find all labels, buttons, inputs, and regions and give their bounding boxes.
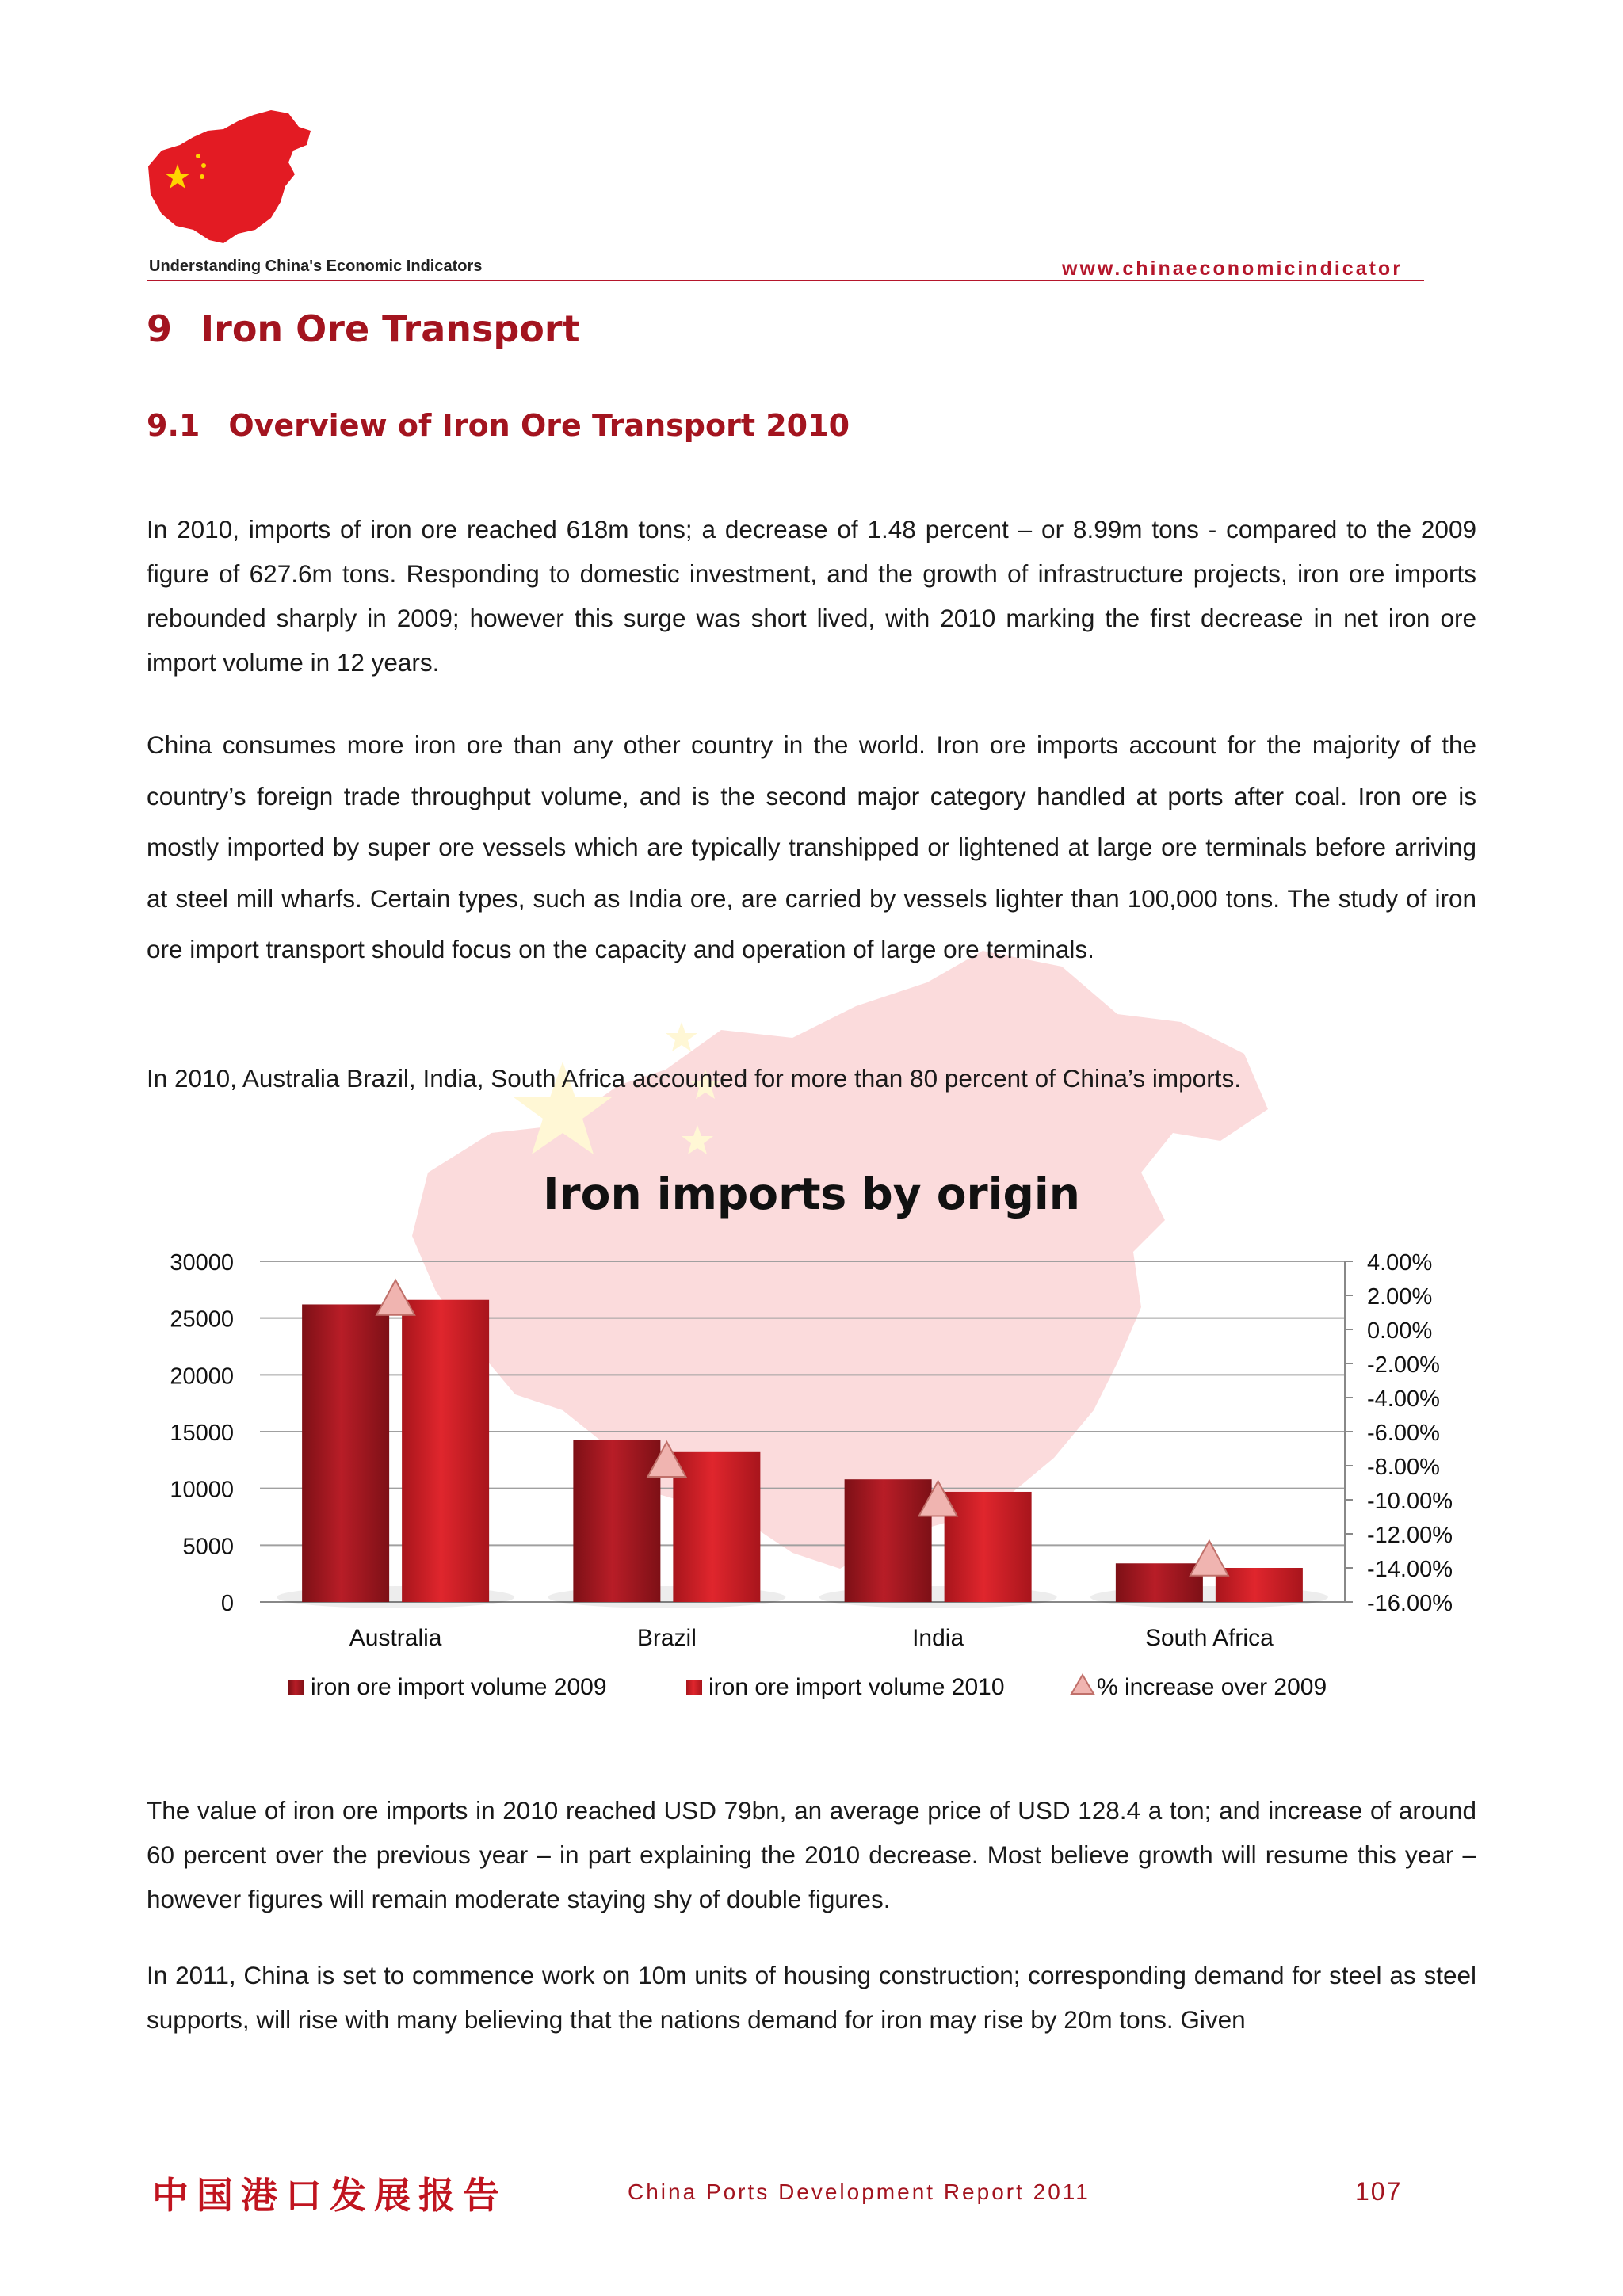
category-label: India xyxy=(912,1625,964,1651)
bar-2009-brazil xyxy=(573,1440,660,1602)
category-label: Brazil xyxy=(636,1625,697,1651)
y-right-tick-label: 0.00% xyxy=(1367,1318,1433,1344)
paragraph-1: In 2010, imports of iron ore reached 618m tons; a decrease of 1.48 percent – or 8.99m tons - compared to the 2009 figure of 627.6m tons. Responding to domestic investment, and the growth of infrastructure projects, iron ore imports rebounded sharply in 2009; however this surge was short lived, with 2010 marking the first decrease in net iron ore import volume in 12 years. xyxy=(147,515,1476,677)
y-left-tick-label: 5000 xyxy=(182,1534,234,1560)
y-left-tick-label: 0 xyxy=(220,1591,234,1616)
chart-title: Iron imports by origin xyxy=(543,1169,1080,1219)
footer-chinese-title: 中国港口发展报告 xyxy=(152,2174,507,2217)
y-right-tick-label: -6.00% xyxy=(1367,1421,1440,1446)
y-right-tick-label: -2.00% xyxy=(1367,1352,1440,1378)
y-right-tick-label: 2.00% xyxy=(1367,1284,1433,1310)
bar-2010-india xyxy=(945,1492,1032,1602)
legend-swatch-2010 xyxy=(686,1680,702,1695)
paragraph-2: China consumes more iron ore than any other country in the world. Iron ore imports account for the majority of the country’s foreign trade throughput volume, and is the second major category handled at ports after coal. Iron ore is mostly imported by super ore vessels which are typically transhipped or lightened at large ore terminals before arriving at steel mill wharfs. Certain types, such as India ore, are carried by vessels lighter than 100,000 tons. The study of iron ore import transport should focus on the capacity and operation of large ore terminals. xyxy=(147,730,1476,963)
category-label: Australia xyxy=(349,1625,442,1651)
section-number: 9 xyxy=(147,307,173,350)
legend-swatch-marker xyxy=(1071,1675,1094,1694)
subsection-title: Overview of Iron Ore Transport 2010 xyxy=(228,408,850,443)
paragraph-3: In 2010, Australia Brazil, India, South Africa accounted for more than 80 percent of China’s imports. xyxy=(147,1064,1241,1093)
y-left-tick-label: 15000 xyxy=(170,1421,234,1446)
page-number: 107 xyxy=(1355,2177,1403,2206)
header-tagline: Understanding China's Economic Indicators xyxy=(149,257,483,275)
paragraph-5: In 2011, China is set to commence work on 10m units of housing construction; corresponding demand for steel as steel supports, will rise with many believing that the nations demand for iron may rise by 20m tons. Given xyxy=(147,1961,1476,2034)
section-title: Iron Ore Transport xyxy=(200,307,580,350)
legend-label: iron ore import volume 2009 xyxy=(311,1674,607,1700)
legend-swatch-2009 xyxy=(288,1680,304,1695)
bar-2009-south-africa xyxy=(1116,1563,1203,1602)
legend-label: iron ore import volume 2010 xyxy=(708,1674,1005,1700)
bar-2010-australia xyxy=(402,1300,489,1602)
paragraph-4: The value of iron ore imports in 2010 reached USD 79bn, an average price of USD 128.4 a ton; and increase of around 60 percent over the previous year – in part explaining the 2010 decrease. Most believe growth will resume this year – however figures will remain moderate staying shy of double figures. xyxy=(147,1796,1476,1913)
y-right-tick-label: -16.00% xyxy=(1367,1591,1453,1616)
bar-2010-brazil xyxy=(673,1452,760,1602)
category-label: South Africa xyxy=(1144,1625,1274,1651)
y-right-tick-label: -4.00% xyxy=(1367,1386,1440,1412)
y-right-tick-label: 4.00% xyxy=(1367,1250,1433,1276)
subsection-number: 9.1 xyxy=(147,408,200,443)
y-right-tick-label: -14.00% xyxy=(1367,1557,1453,1582)
marker-pct-australia xyxy=(376,1280,414,1315)
footer-report-title: China Ports Development Report 2011 xyxy=(628,2180,1090,2204)
y-left-tick-label: 25000 xyxy=(170,1306,234,1333)
y-left-tick-label: 20000 xyxy=(170,1363,234,1390)
bar-2010-south-africa xyxy=(1216,1568,1303,1602)
bar-2009-australia xyxy=(302,1304,389,1602)
bar-2009-india xyxy=(845,1479,932,1602)
header-url-link[interactable]: www.chinaeconomicindicator xyxy=(1062,257,1403,280)
y-left-tick-label: 30000 xyxy=(170,1250,234,1276)
y-right-tick-label: -12.00% xyxy=(1367,1523,1453,1548)
y-right-tick-label: -8.00% xyxy=(1367,1455,1440,1480)
y-left-tick-label: 10000 xyxy=(170,1477,234,1503)
y-right-tick-label: -10.00% xyxy=(1367,1489,1453,1514)
legend-label: % increase over 2009 xyxy=(1097,1674,1327,1700)
